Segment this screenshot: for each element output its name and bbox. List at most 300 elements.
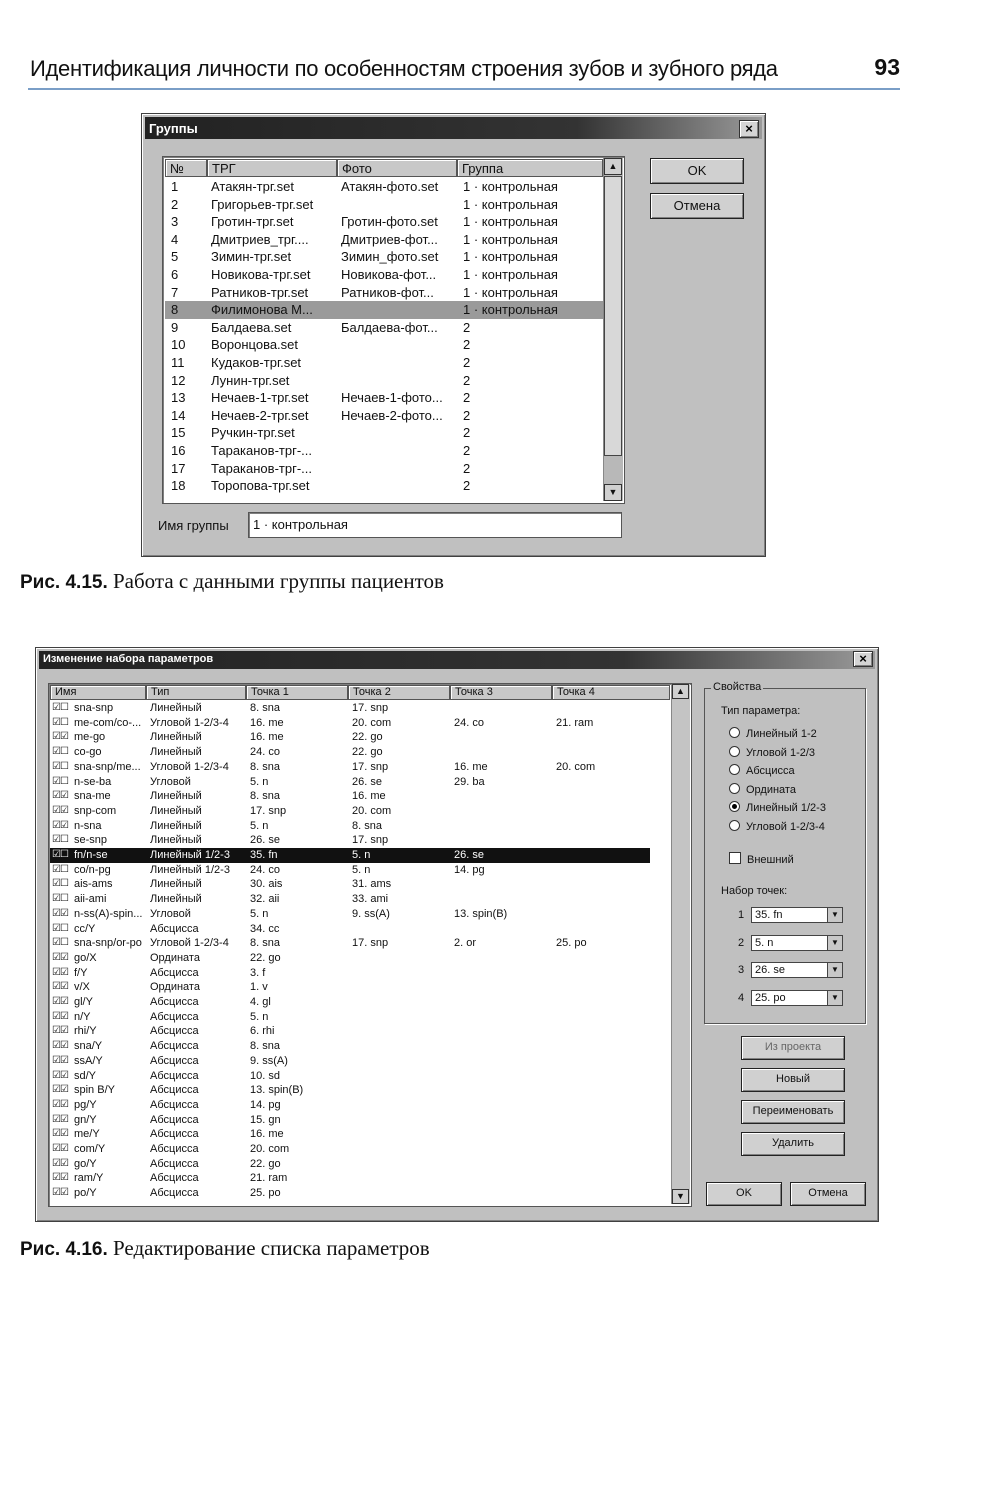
delete-button[interactable]: Удалить	[741, 1132, 845, 1156]
table-cell: n-se-ba	[74, 775, 112, 788]
point-number: 2	[738, 936, 745, 949]
table-cell: n/Y	[74, 1010, 91, 1023]
row-checkboxes[interactable]: ☑☑	[52, 804, 68, 816]
table-cell: Абсцисса	[150, 1128, 199, 1141]
table-cell: Абсцисса	[150, 1172, 199, 1185]
row-checkboxes[interactable]: ☑☑	[52, 1187, 68, 1199]
table-cell: Угловой 1-2/3-4	[150, 760, 229, 773]
table-cell: spin B/Y	[74, 1084, 115, 1097]
table-cell: 17. snp	[352, 937, 389, 950]
groups-col-header-group[interactable]: Группа	[457, 159, 603, 177]
table-cell: 17	[171, 460, 186, 476]
properties-legend: Свойства	[713, 681, 762, 693]
param-type-radio[interactable]	[729, 727, 817, 740]
table-cell: sna-snp	[74, 702, 114, 714]
point-select-value: 5. n	[755, 936, 774, 949]
row-checkboxes[interactable]: ☑☑	[52, 819, 68, 831]
scroll-down-icon[interactable]: ▼	[672, 1189, 689, 1204]
table-row[interactable]	[50, 1083, 650, 1098]
table-row[interactable]	[50, 936, 650, 951]
table-cell: Абсцисса	[150, 1069, 199, 1082]
groups-list[interactable]	[162, 156, 625, 504]
radio-icon[interactable]	[729, 746, 740, 757]
table-cell: sna-snp/or-po	[74, 937, 142, 950]
table-row[interactable]	[165, 442, 605, 460]
table-cell: sna/Y	[74, 1040, 103, 1053]
radio-label: Абсцисса	[746, 765, 795, 777]
table-cell: 25. po	[556, 937, 587, 950]
table-cell: 5. n	[250, 775, 269, 788]
properties-group	[704, 681, 866, 1024]
row-checkboxes[interactable]: ☑☑	[52, 951, 68, 963]
caption-text: Редактирование списка параметров	[113, 1236, 430, 1260]
table-cell: 15	[171, 425, 186, 441]
table-cell: 21. ram	[556, 716, 594, 729]
table-row[interactable]	[50, 1186, 650, 1201]
radio-icon[interactable]	[729, 727, 740, 738]
table-row[interactable]	[50, 789, 650, 804]
table-row[interactable]	[50, 1054, 650, 1069]
table-cell: 16. me	[250, 731, 284, 744]
table-cell: go/X	[74, 951, 97, 964]
table-cell: Нечаев-1-трг.set	[211, 390, 309, 406]
row-checkboxes[interactable]: ☑☐	[52, 775, 68, 787]
group-name-value: 1 · контрольная	[253, 517, 348, 532]
table-cell: 20. com	[556, 760, 596, 773]
table-cell: 35. fn	[250, 849, 278, 861]
checkbox-icon[interactable]	[729, 852, 741, 864]
table-row[interactable]	[50, 1142, 650, 1157]
row-checkboxes[interactable]: ☑☐	[52, 702, 68, 713]
table-cell: Абсцисса	[150, 1143, 199, 1155]
groups-col-header-trg[interactable]: ТРГ	[207, 159, 337, 177]
table-row[interactable]	[165, 460, 605, 478]
table-row[interactable]	[165, 424, 605, 442]
page-number: 93	[874, 54, 900, 80]
param-type-radio[interactable]	[729, 801, 826, 814]
table-row[interactable]	[165, 372, 605, 390]
table-cell: 13. spin(B)	[454, 907, 508, 920]
table-cell: Лунин-трг.set	[211, 372, 290, 388]
row-checkboxes[interactable]: ☑☑	[52, 731, 68, 743]
table-cell: 16. me	[250, 1128, 284, 1141]
row-checkboxes[interactable]: ☑☐	[52, 937, 68, 949]
table-cell: rhi/Y	[74, 1025, 97, 1038]
table-cell: 10	[171, 337, 186, 353]
external-checkbox[interactable]	[729, 852, 794, 866]
table-row[interactable]	[165, 301, 605, 319]
table-cell: snp-com	[74, 804, 117, 817]
groups-close-button[interactable]: ×	[739, 120, 759, 138]
table-cell: Линейный	[150, 878, 202, 891]
table-cell: Ручкин-трг.set	[211, 425, 295, 441]
table-row[interactable]	[165, 284, 605, 302]
table-row[interactable]	[50, 922, 650, 937]
scroll-thumb[interactable]	[604, 176, 622, 456]
param-type-radio[interactable]	[729, 783, 796, 796]
table-cell: Кудаков-трг.set	[211, 355, 302, 370]
point-select[interactable]	[751, 907, 843, 923]
chevron-down-icon[interactable]: ▼	[827, 991, 842, 1005]
params-cancel-button[interactable]: Отмена	[790, 1182, 866, 1206]
table-row[interactable]	[165, 354, 605, 372]
table-cell: n-ss(A)-spin...	[74, 907, 143, 920]
table-cell: 16. me	[352, 790, 386, 803]
table-row[interactable]	[50, 1098, 650, 1113]
table-row[interactable]	[50, 877, 650, 892]
table-cell: Абсцисса	[150, 1040, 199, 1053]
table-cell: Балдаева.set	[211, 319, 292, 335]
table-cell: Угловой	[150, 775, 191, 788]
table-cell: Атакян-фото.set	[341, 179, 439, 194]
row-checkboxes[interactable]: ☑☐	[52, 922, 68, 934]
table-cell: 1 · контрольная	[463, 179, 558, 194]
radio-label: Ордината	[746, 783, 796, 796]
table-cell: 3	[171, 214, 179, 230]
table-cell: Тараканов-трг-...	[211, 460, 312, 476]
row-checkboxes[interactable]: ☑☐	[52, 863, 68, 875]
params-col-header-point2[interactable]: Точка 2	[348, 685, 450, 700]
groups-col-header-photo[interactable]: Фото	[337, 159, 457, 177]
table-row[interactable]	[50, 833, 650, 848]
table-row[interactable]	[50, 1069, 650, 1084]
page-header-title: Идентификация личности по особенностям строения зубов и зубного ряда	[30, 56, 778, 81]
table-cell: 2	[171, 196, 179, 212]
table-row[interactable]	[165, 231, 605, 249]
radio-icon[interactable]	[729, 801, 740, 812]
row-checkboxes[interactable]: ☑☑	[52, 1157, 68, 1169]
params-col-header-point4[interactable]: Точка 4	[552, 685, 670, 700]
table-row[interactable]	[50, 1127, 650, 1142]
table-cell: 8. sna	[352, 819, 382, 832]
table-cell: 1 · контрольная	[463, 231, 558, 247]
from-project-button[interactable]: Из проекта	[741, 1036, 845, 1060]
table-row[interactable]	[165, 266, 605, 284]
points-label: Набор точек:	[721, 885, 788, 897]
table-row[interactable]	[50, 1157, 650, 1172]
table-cell: Угловой	[150, 907, 191, 920]
table-cell: 15. gn	[250, 1113, 281, 1126]
table-row[interactable]	[165, 407, 605, 425]
table-row[interactable]	[50, 848, 650, 863]
row-checkboxes[interactable]: ☑☑	[52, 1040, 68, 1052]
table-cell: Нечаев-2-фото...	[341, 407, 443, 423]
table-cell: Григорьев-трг.set	[211, 196, 314, 212]
param-type-radio[interactable]	[729, 764, 795, 777]
table-row[interactable]	[50, 730, 650, 745]
table-row[interactable]	[50, 775, 650, 790]
table-cell: 6	[171, 267, 179, 282]
table-cell: 33. ami	[352, 893, 389, 906]
table-cell: Абсцисса	[150, 1113, 199, 1126]
table-cell: 14. pg	[250, 1098, 281, 1111]
groups-ok-button[interactable]: OK	[650, 158, 744, 184]
table-row[interactable]	[50, 995, 650, 1010]
table-cell: Воронцова.set	[211, 337, 299, 353]
row-checkboxes[interactable]: ☑☑	[52, 981, 68, 993]
table-cell: Абсцисса	[150, 1084, 199, 1097]
table-row[interactable]	[165, 213, 605, 231]
point-number: 3	[738, 964, 745, 976]
table-cell: 8	[171, 302, 179, 318]
table-cell: 2	[463, 355, 471, 370]
chevron-down-icon[interactable]: ▼	[827, 936, 842, 950]
params-ok-button[interactable]: OK	[706, 1182, 782, 1206]
scroll-up-icon[interactable]: ▲	[672, 684, 689, 699]
point-select-value: 35. fn	[755, 909, 783, 921]
table-row[interactable]	[50, 804, 650, 819]
row-checkboxes[interactable]: ☑☐	[52, 849, 68, 860]
table-cell: 30. ais	[250, 878, 283, 891]
row-checkboxes[interactable]: ☑☑	[52, 1010, 68, 1022]
table-row[interactable]	[50, 1024, 650, 1039]
figure-caption-4-15	[20, 569, 444, 594]
table-row[interactable]	[50, 819, 650, 834]
table-cell: Дмитриев-фот...	[341, 231, 438, 247]
table-cell: 8. sna	[250, 937, 280, 950]
row-checkboxes[interactable]: ☑☑	[52, 1098, 68, 1110]
table-row[interactable]	[50, 951, 650, 966]
table-cell: n-sna	[74, 819, 102, 832]
table-cell: 13	[171, 390, 186, 406]
table-row[interactable]	[50, 1039, 650, 1054]
table-cell: co/n-pg	[74, 863, 111, 876]
table-cell: 29. ba	[454, 775, 485, 788]
table-row[interactable]	[50, 966, 650, 981]
table-row[interactable]	[165, 336, 605, 354]
row-checkboxes[interactable]: ☑☑	[52, 1054, 68, 1066]
params-dialog	[35, 647, 879, 1222]
row-checkboxes[interactable]: ☑☐	[52, 878, 68, 890]
row-checkboxes[interactable]: ☑☑	[52, 790, 68, 802]
radio-icon[interactable]	[729, 783, 740, 794]
table-cell: 16. me	[250, 716, 284, 729]
table-cell: 17. snp	[352, 834, 389, 847]
radio-icon[interactable]	[729, 764, 740, 775]
point-number: 1	[738, 909, 745, 921]
table-cell: sd/Y	[74, 1069, 97, 1082]
table-cell: 1 · контрольная	[463, 196, 558, 212]
table-cell: Линейный	[150, 702, 202, 714]
table-row[interactable]	[165, 178, 605, 196]
table-cell: 1 · контрольная	[463, 249, 558, 265]
table-row[interactable]	[165, 389, 605, 407]
table-cell: me-go	[74, 731, 106, 744]
params-scrollbar[interactable]	[671, 684, 690, 1204]
table-row[interactable]	[50, 745, 650, 760]
caption-number: Рис. 4.15.	[20, 572, 108, 593]
table-cell: Абсцисса	[150, 1025, 199, 1038]
table-cell: 2	[463, 478, 471, 494]
table-cell: Линейный	[150, 731, 202, 744]
table-cell: sna-snp/me...	[74, 760, 141, 773]
point-select-value: 25. po	[755, 991, 786, 1004]
table-cell: 16. me	[454, 760, 488, 773]
table-row[interactable]	[165, 248, 605, 266]
row-checkboxes[interactable]: ☑☐	[52, 834, 68, 846]
table-cell: 6. rhi	[250, 1025, 275, 1038]
scroll-down-icon[interactable]: ▼	[604, 484, 622, 501]
table-cell: Зимин-трг.set	[211, 249, 292, 265]
table-cell: Ордината	[150, 981, 200, 994]
groups-dialog	[141, 113, 766, 557]
table-cell: sna-me	[74, 790, 111, 803]
row-checkboxes[interactable]: ☑☐	[52, 760, 68, 772]
table-cell: 4. gl	[250, 996, 271, 1008]
table-row[interactable]	[50, 1171, 650, 1186]
table-cell: 14	[171, 407, 186, 423]
scroll-up-icon[interactable]: ▲	[604, 158, 622, 175]
table-row[interactable]	[50, 760, 650, 775]
table-cell: po/Y	[74, 1187, 97, 1200]
table-cell: Нечаев-2-трг.set	[211, 407, 309, 423]
groups-scrollbar[interactable]	[603, 158, 623, 501]
table-cell: Линейный	[150, 804, 202, 817]
table-cell: Торопова-трг.set	[211, 478, 310, 494]
table-row[interactable]	[50, 716, 650, 731]
table-cell: 1	[171, 179, 179, 194]
table-cell: 11	[171, 355, 185, 370]
point-select[interactable]	[751, 990, 843, 1006]
table-cell: 2	[463, 390, 471, 406]
table-cell: Филимонова М...	[211, 302, 313, 318]
chevron-down-icon[interactable]: ▼	[827, 963, 842, 977]
table-row[interactable]	[50, 1010, 650, 1025]
table-row[interactable]	[50, 1113, 650, 1128]
table-cell: 1 · контрольная	[463, 267, 558, 282]
table-cell: Линейный	[150, 819, 202, 832]
table-cell: 18	[171, 478, 186, 494]
table-cell: fn/n-se	[74, 849, 108, 861]
row-checkboxes[interactable]: ☑☐	[52, 893, 68, 905]
table-cell: 4	[171, 231, 179, 247]
table-row[interactable]	[50, 701, 650, 716]
new-button[interactable]: Новый	[741, 1068, 845, 1092]
row-checkboxes[interactable]: ☑☑	[52, 1069, 68, 1081]
table-cell: 17. snp	[352, 760, 389, 773]
table-cell: Нечаев-1-фото...	[341, 390, 443, 406]
groups-dialog-titlebar	[145, 117, 762, 139]
table-cell: 9	[171, 319, 179, 335]
table-cell: Атакян-трг.set	[211, 179, 294, 194]
table-cell: go/Y	[74, 1157, 97, 1170]
table-cell: 8. sna	[250, 1040, 280, 1053]
chevron-down-icon[interactable]: ▼	[827, 908, 842, 922]
page-header	[28, 54, 900, 90]
point-select[interactable]	[751, 962, 843, 978]
params-col-header-point3[interactable]: Точка 3	[450, 685, 552, 700]
group-name-input[interactable]	[248, 512, 622, 538]
params-list[interactable]	[48, 683, 692, 1207]
table-cell: 3. f	[250, 966, 266, 979]
row-checkboxes[interactable]: ☑☑	[52, 1128, 68, 1140]
row-checkboxes[interactable]: ☑☑	[52, 1113, 68, 1125]
table-row[interactable]	[165, 319, 605, 337]
params-col-header-name[interactable]: Имя	[50, 685, 146, 700]
external-label: Внешний	[747, 854, 794, 866]
table-cell: 1 · контрольная	[463, 214, 558, 230]
table-cell: 22. go	[250, 1157, 281, 1170]
table-cell: ssA/Y	[74, 1054, 103, 1067]
table-cell: Абсцисса	[150, 1054, 199, 1067]
table-cell: 13. spin(B)	[250, 1084, 304, 1097]
row-checkboxes[interactable]: ☑☑	[52, 996, 68, 1007]
table-cell: 21. ram	[250, 1172, 288, 1185]
table-cell: 25. po	[250, 1187, 281, 1200]
row-checkboxes[interactable]: ☑☑	[52, 1084, 68, 1096]
table-cell: Зимин_фото.set	[341, 249, 439, 265]
table-cell: 9. ss(A)	[352, 907, 390, 920]
row-checkboxes[interactable]: ☑☐	[52, 746, 68, 758]
point-select-value: 26. se	[755, 964, 785, 976]
table-cell: me-com/co-...	[74, 716, 142, 729]
row-checkboxes[interactable]: ☑☐	[52, 716, 68, 728]
table-cell: me/Y	[74, 1128, 100, 1141]
table-row[interactable]	[50, 863, 650, 878]
table-cell: 7	[171, 284, 179, 300]
groups-col-header-num[interactable]: №	[165, 159, 207, 177]
table-cell: gn/Y	[74, 1113, 97, 1126]
groups-cancel-button[interactable]: Отмена	[650, 193, 744, 219]
groups-dialog-title: Группы	[149, 121, 198, 136]
rename-button[interactable]: Переименовать	[741, 1100, 845, 1124]
table-cell: Гротин-трг.set	[211, 214, 294, 230]
table-cell: ram/Y	[74, 1172, 104, 1185]
params-col-header-type[interactable]: Тип	[146, 685, 246, 700]
table-row[interactable]	[165, 196, 605, 214]
table-cell: 12	[171, 372, 186, 388]
table-cell: 9. ss(A)	[250, 1054, 288, 1067]
table-cell: co-go	[74, 746, 102, 759]
caption-text: Работа с данными группы пациентов	[113, 569, 444, 593]
table-cell: 5. n	[250, 819, 269, 832]
table-cell: Линейный	[150, 790, 202, 803]
table-cell: 24. co	[250, 863, 280, 876]
params-col-header-point1[interactable]: Точка 1	[246, 685, 348, 700]
params-close-button[interactable]: ×	[853, 651, 873, 667]
param-type-radio[interactable]	[729, 820, 825, 833]
table-cell: se-snp	[74, 834, 108, 847]
table-row[interactable]	[50, 892, 650, 907]
table-cell: ais-ams	[74, 878, 113, 891]
row-checkboxes[interactable]: ☑☑	[52, 1025, 68, 1037]
table-row[interactable]	[50, 907, 650, 922]
table-cell: 26. se	[250, 834, 280, 847]
table-cell: f/Y	[74, 966, 88, 979]
row-checkboxes[interactable]: ☑☑	[52, 907, 68, 919]
table-cell: 32. aii	[250, 893, 280, 906]
caption-number: Рис. 4.16.	[20, 1239, 108, 1260]
table-cell: com/Y	[74, 1143, 106, 1155]
table-cell: v/X	[74, 981, 90, 994]
table-row[interactable]	[50, 980, 650, 995]
param-type-radio[interactable]	[729, 746, 815, 759]
table-cell: 31. ams	[352, 878, 392, 891]
figure-caption-4-16	[20, 1236, 430, 1261]
radio-icon[interactable]	[729, 820, 740, 831]
row-checkboxes[interactable]: ☑☑	[52, 966, 68, 978]
table-row[interactable]	[165, 477, 605, 495]
table-cell: 26. se	[352, 775, 382, 788]
table-cell: 1 · контрольная	[463, 284, 558, 300]
table-cell: 14. pg	[454, 863, 485, 876]
point-select[interactable]	[751, 935, 843, 951]
table-cell: 34. cc	[250, 922, 280, 935]
row-checkboxes[interactable]: ☑☑	[52, 1172, 68, 1184]
table-cell: cc/Y	[74, 922, 96, 935]
row-checkboxes[interactable]: ☑☑	[52, 1143, 68, 1154]
table-cell: 24. co	[250, 746, 280, 759]
